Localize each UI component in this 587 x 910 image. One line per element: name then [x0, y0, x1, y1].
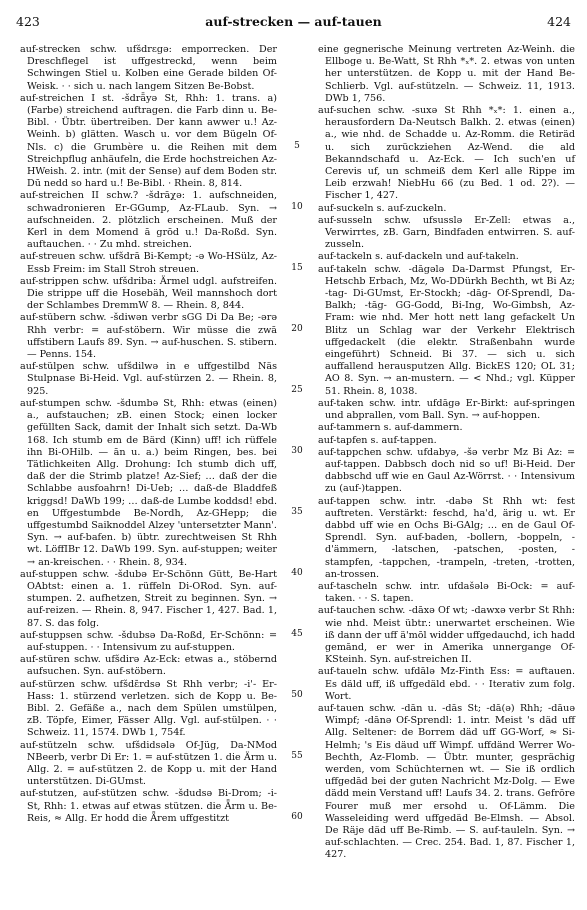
- page-number-right: 424: [547, 14, 571, 29]
- dictionary-entry: auf-stübern schw. -šdiwən verbr sGG Di Da Be; -ərə Rhh verbr: = auf-stöbern. Wir müsse die zwā uffstibern Laufs 89. Syn. → auf-huschen. S. stibern. — Penns. 154.: [20, 312, 277, 361]
- line-number: 40: [291, 568, 303, 578]
- dictionary-entry: auf-suchen schw. -suxə St Rhh *ₓ*: 1. einen a., herausfordern Da-Neutsch Balkh. 2. etwas (einen) a., wie nhd. de Schadde u. Az-Romm. die Retiräd u. sich zurückziehen Az-Wend. die ald Bekanndschafd u. Az-Eck. — Ich such'en uf Cerevis uf, un schmeiß dem Kerl alle Rippe im Leib erzwah! NiebHu 66 (zu Bed. 1 od. 2?). — Fischer 1, 427.: [318, 105, 575, 202]
- dictionary-entry: auf-taken schw. intr. ufdāgə Er-Birkt: auf-springen und abprallen, vom Ball. Syn. → auf-hoppen.: [318, 397, 575, 422]
- dictionary-entry: auf-takeln schw. -dāgələ Da-Darmst Pfungst, Er-Hetschb Erbach, Mz, Wo-DDürkh Bechth, wt Bi Az; -tag- Di-GUmst, Er-Stockh; -dāg- Of-Sprendl, Da-Balkh; -tāg- GG-Godd, Bi-Ing, Wo-Gimbsh, Az-Fram: wie nhd. Mer hott nett lang gefackelt Un Blitz un Schlag war der Verkehr Elektrisch uffgedackelt (die elektr. Straßenbahn wurde eingeführt) Schneid. Bi 37. — sich u. sich auffallend herausputzen Allg. BickES 120; OL 31; AO 8. Syn. → an-mustern. — < Nhd.; vgl. Küpper 51. Rhein. 8, 1038.: [318, 263, 575, 397]
- dictionary-entry: auf-tascheln schw. intr. ufdašələ Bi-Ock: = auf-taken. · · S. tapen.: [318, 580, 575, 605]
- dictionary-entry: auf-stuppen schw. -šdubə Er-Schönn Gütt, Be-Hart OAbtst: einen a. 1. rüffeln Di-ORod. Syn. auf-stumpen. 2. aufhetzen, Streit zu beginnen. Syn. → auf-reizen. — Rhein. 8, 947. Fischer 1, 427. Bad. 1, 87. S. das folg.: [20, 568, 277, 629]
- dictionary-entry: eine gegnerische Meinung vertreten Az-Weinh. die Ellboge u. Be-Watt, St Rhh *ₓ*. 2. etwas von unten her unterstützen. de Kopp u. mit der Hand Be-Schlierb. Vgl. auf-stützeln. — Schweiz. 11, 1913. DWb 1, 756.: [318, 44, 575, 104]
- dictionary-entry: auf-tapfen s. auf-tappen.: [318, 434, 437, 446]
- line-number: 10: [291, 202, 303, 212]
- right-column: [318, 44, 575, 862]
- line-number: 45: [291, 629, 303, 639]
- dictionary-entry: auf-stumpen schw. -šdumbə St, Rhh: etwas (einen) a., aufstauchen; zB. einen Stock; einen locker gefüllten Sack, damit der Inhalt sich setzt. Da-Wb 168. Ich stumb em de Bärd (Kinn) uff! ich rüffele ihn Bi-OHilb. — ān u. a.) beim Ringen, bes. bei Tätlichkeiten Allg. Drohung: Ich stumb dich uff, daß der die Strimb platze! Az-Sief; … daß der die Schlabbe ausfoahrn! Di-Ueb; … daß-de Bladdfeß kriggsd! DaWb 199; … daß-de Lumbe koddsd! ebd. en Uffgestumbde Be-Nordh, Az-GHepp; die uffgestumbd Saiknoddel Alzey 'untersetzter Mann'. Syn. → auf-bafen. b) übtr. zurechtweisen St Rhh wt. LöffIBr 12. DaWb 199. Syn. auf-stuppen; weiter → an-kreischen. · · Rhein. 8, 934.: [20, 397, 277, 568]
- line-number: 15: [291, 263, 303, 273]
- dictionary-entry: auf-tauchen schw. -dāxə Of wt; -dawxə verbr St Rhh: wie nhd. Meist übtr.: unerwartet erscheinen. Wie iß dann der uff ä'mōl widder uffgedauchd, ich hadd gemānd, er wer in Amerika unnergange Of-KSteinh. Syn. auf-streichen II.: [318, 605, 576, 666]
- page-header: [16, 14, 571, 32]
- line-number: 50: [291, 690, 303, 700]
- line-number: 20: [291, 324, 303, 334]
- dictionary-entry: auf-tammern s. auf-dammern.: [318, 422, 463, 434]
- line-number: 25: [291, 385, 303, 395]
- dictionary-entry: auf-stülpen schw. ufšdilwə in e uffgestilbd Näs Stulpnase Bi-Heid. Vgl. auf-stürzen 2. — Rhein. 8, 925.: [20, 361, 277, 397]
- left-column: [20, 44, 277, 825]
- page-number-left: 423: [16, 14, 40, 29]
- dictionary-entry: auf-tappen schw. intr. -dabə St Rhh wt: fest auftreten. Verstärkt: feschd, ha'd, ärig u. wt. Er dabbd uff wie en Ochs Bi-GAlg; … en de Gaul Of-Sprendl. Syn. auf-baden, -bollern, -boppeln, -d'ämmern, -latschen, -patschen, -posten, -stampfen, -tappchen, -trampeln, -treten, -trotten, an-trossen.: [318, 495, 575, 580]
- dictionary-entry: auf-streichen I st. -šdrǟyə St, Rhh: 1. trans. a) (Farbe) streichend auftragen. die Farb dinn u. Be-Bibl. · Übtr. übertreiben. Der kann awwer u.! Az-Weinh. b) glätten. Wasch u. vor dem Bügeln Of-Nls. c) die Grumbère u. die Reihen mit dem Streichpflug anhäufeln, die Erde hochstreichen Az-HWeish. 2. intr. (mit der Sense) auf dem Boden str. Dū nedd so hard u.! Be-Bibl. · Rhein. 8, 814.: [20, 92, 277, 190]
- line-number: 30: [291, 446, 303, 456]
- dictionary-entry: auf-strecken schw. ufšdrɛgə: emporrecken. Der Dreschflegel ist uffgestreckd, wenn beim Schwingen Stiel u. Kolben eine Gerade bilden Of-Weisk. · · sich u. nach langem Sitzen Be-Bobst.: [20, 44, 277, 92]
- dictionary-entry: auf-stuppsen schw. -šdubsə Da-Roßd, Er-Schönn: = auf-stuppen. · · Intensivum zu auf-stuppen.: [20, 629, 277, 653]
- dictionary-entry: auf-stutzen, auf-stützen schw. -šdudsə Bi-Drom; -i- St, Rhh: 1. etwas auf etwas stützen. die Ǟrm u. Be-Reis, ≈ Allg. Er hodd die Ǟrem uffgestitzt: [20, 788, 277, 824]
- line-number: 55: [291, 751, 303, 761]
- dictionary-entry: auf-tappchen schw. ufdabyə, -šə verbr Mz Bi Az: = auf-tappen. Dabbsch doch nid so uf! Bi-Heid. Der dabbschd uff wie en Gaul Az-Wörrst. · · Intensivum zu (auf-)tappen.: [318, 446, 575, 495]
- dictionary-entry: auf-streuen schw. ufšdrā Bi-Kempt; -ə Wo-HSülz, Az-Essb Freim: im Stall Stroh streuen.: [20, 251, 277, 275]
- dictionary-entry: auf-susseln schw. ufsusslə Er-Zell: etwas a., Verwirrtes, zB. Garn, Bindfaden entwirren. S. auf-zusseln.: [318, 214, 575, 251]
- line-number: 60: [291, 812, 303, 822]
- line-number: 5: [294, 141, 300, 151]
- dictionary-entry: auf-suckeln s. auf-zuckeln.: [318, 202, 447, 214]
- dictionary-entry: auf-stüren schw. ufšdirə Az-Eck: etwas a., stöbernd aufsuchen. Syn. auf-stöbern.: [20, 654, 277, 678]
- line-number: 35: [291, 507, 303, 517]
- dictionary-entry: auf-taueln schw. ufdālə Mz-Finth Ess: = auftauen. Es däld uff, iß uffgedäld ebd. · · Iterativ zum folg. Wort.: [318, 666, 575, 702]
- dictionary-entry: auf-stürzen schw. ufšdɛ̄rdsə St Rhh verbr; -i'- Er-Hass: 1. stürzend verletzen. sich de Kopp u. Be-Bibl. 2. Gefäße a., nach dem Spülen umstülpen, zB. Töpfe, Eimer, Fässer Allg. Vgl. auf-stülpen. · · Schweiz. 11, 1574. DWb 1, 754f.: [20, 678, 277, 739]
- dictionary-entry: auf-streichen II schw.? -šdrāχə: 1. aufschneiden, schwadronieren Er-GGump, Az-FLaub. Syn. → aufschneiden. 2. plötzlich erscheinen. Muß der Kerl in dem Momend ā grōd u.! Da-Roßd. Syn. auftauchen. · · Zu mhd. streichen.: [20, 190, 277, 251]
- running-head: auf-strecken — auf-tauen: [205, 14, 382, 29]
- dictionary-entry: auf-tackeln s. auf-dackeln und auf-takeln.: [318, 251, 519, 263]
- dictionary-entry: auf-strippen schw. ufšdriba: Ärmel udgl. aufstreifen. Die strippe uff die Hosebäh, Weil mannshoch dort der Schlambes DremmW 8. — Rhein. 8, 844.: [20, 275, 277, 312]
- dictionary-entry: auf-stützeln schw. ufšdidsələ Of-Jüg, Da-NMod NBeerb, verbr Di Er: 1. = auf-stützen 1. die Ärm u. Allg. 2. = auf-stützen 2. de Kopp u. mit der Hand unterstützen. Di-GUmst.: [20, 739, 277, 788]
- dictionary-entry: auf-tauen schw. -dān u. -dās St; -dā(ə) Rhh; -dāuə Wimpf; -dānə Of-Sprendl: 1. intr. Meist 's däd uff Allg. Seltener: de Borrem däd uff GG-Worf, ≈ Si-Helmh; 's Eis däud uff Wimpf. uffdänd Werrer Wo-Bechth, Az-Flomb. — Übtr. munter, gesprächig werden, vom Schüchternen wt. — Sie iß ordlich uffgedād bei der guten Nachricht Mz-Dolg. — Ewe dädd mein Verstand uff! Laufs 34. 2. trans. Gefrōre Fourer muß mer ersohd u. Of-Lämm. Die Wasseleiding werd uffgedäd Be-Elmsh. — Absol. De Räje däd uff Be-Rimb. — S. auf-tauleln. Syn. → auf-schlachten. — Crec. 254. Bad. 1, 87. Fischer 1, 427.: [318, 702, 575, 861]
